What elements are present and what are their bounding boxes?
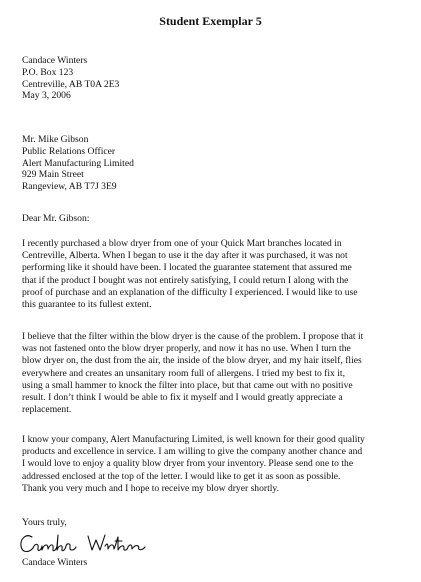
- paragraph-line: blow dryer on, the dust from the air, the inside of the blow dryer, and my hair itself, flies: [22, 355, 362, 367]
- recipient-name: Mr. Mike Gibson: [22, 134, 89, 145]
- paragraph-line: performing like it should have been. I located the guarantee statement that assured me: [22, 262, 352, 274]
- recipient-title: Public Relations Officer: [22, 145, 116, 157]
- paragraph-line: using a small hammer to knock the filter into place, but that came out with no positive: [22, 379, 353, 391]
- paragraph-line: replacement.: [22, 404, 72, 416]
- paragraph-line: result. I don’t think I would be able to fix it myself and I would greatly appreciate a: [22, 392, 343, 404]
- sender-name: Candace Winters: [22, 55, 88, 66]
- body-paragraph-3: [22, 434, 408, 495]
- paragraph-line: I would love to enjoy a quality blow dryer from your inventory. Please send one to the: [22, 458, 354, 470]
- typed-signature-name: Candace Winters: [22, 557, 88, 568]
- paragraph-line: that if the product I bought was not entirely satisfying, I could return I along with the: [22, 274, 349, 286]
- paragraph-line: addressed enclosed at the top of the letter. I would like to get it as soon as possible.: [22, 470, 341, 482]
- letter-date: May 3, 2006: [22, 90, 71, 102]
- paragraph-line: I believe that the filter within the blow dryer is the cause of the problem. I propose that it: [22, 331, 364, 342]
- paragraph-line: was not fastened onto the blow dryer properly, and now it has no use. When I turn the: [22, 343, 351, 355]
- sender-po-box: P.O. Box 123: [22, 66, 74, 78]
- recipient-company: Alert Manufacturing Limited: [22, 157, 134, 169]
- paragraph-line: I recently purchased a blow dryer from one of your Quick Mart branches located in: [22, 238, 342, 249]
- paragraph-line: this guarantee to its fullest extent.: [22, 299, 152, 311]
- body-paragraph-2: [22, 331, 408, 416]
- paragraph-line: Centreville, Alberta. When I began to use it the day after it was purchased, it was not: [22, 250, 348, 262]
- paragraph-line: Thank you very much and I hope to receive my blow dryer shortly.: [22, 482, 280, 494]
- closing: Yours truly,: [22, 517, 67, 528]
- paragraph-line: everywhere and creates an unsanitary room full of allergens. I tried my best to fix it,: [22, 367, 345, 379]
- paragraph-line: products and excellence in service. I am willing to give the company another chance and: [22, 446, 363, 458]
- recipient-address: [22, 134, 134, 193]
- body-paragraph-1: [22, 238, 408, 311]
- recipient-street: 929 Main Street: [22, 169, 84, 181]
- handwritten-signature: [18, 531, 168, 557]
- page-title: Student Exemplar 5: [159, 14, 262, 28]
- recipient-city: Rangeview, AB T7J 3E9: [22, 181, 117, 193]
- paragraph-line: proof of purchase and an explanation of the difficulty I experienced. I would like to use: [22, 286, 358, 298]
- paragraph-line: I know your company, Alert Manufacturing Limited, is well known for their good quality: [22, 434, 365, 445]
- sender-address: [22, 55, 119, 102]
- salutation: Dear Mr. Gibson:: [22, 213, 90, 224]
- sender-city: Centreville, AB T0A 2E3: [22, 78, 120, 90]
